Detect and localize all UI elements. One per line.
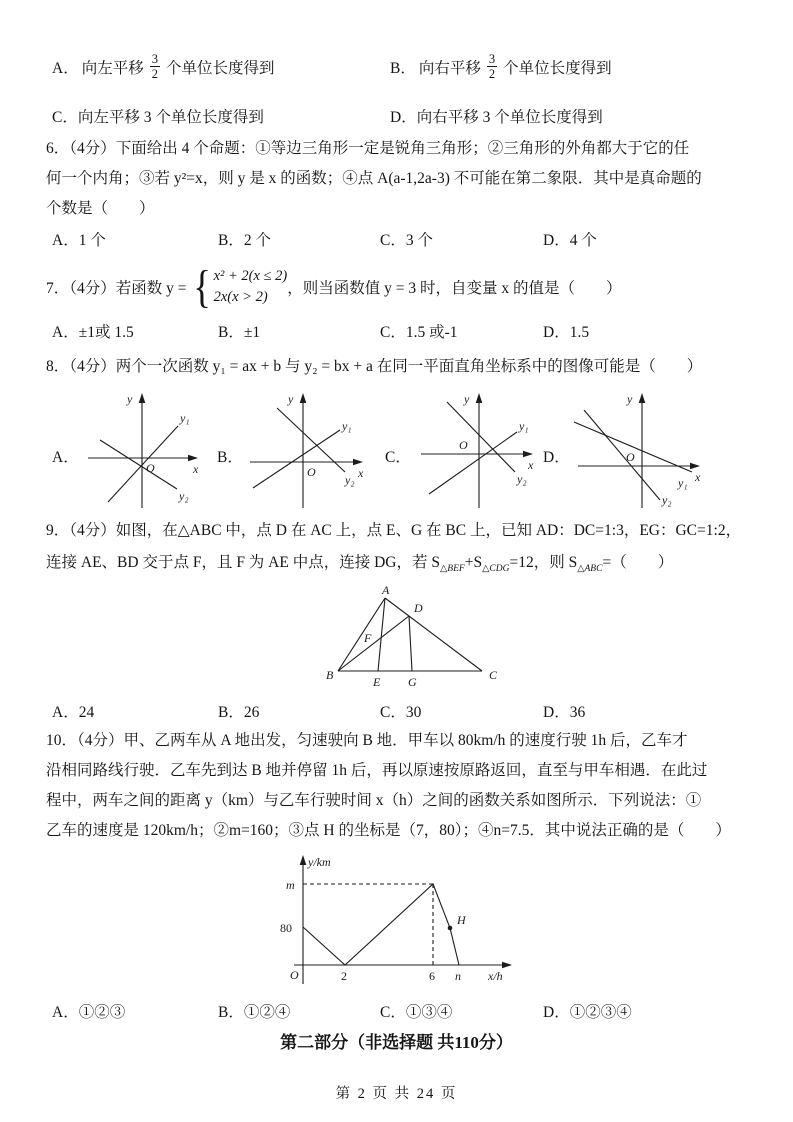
q7-text-pre: 7．（4分）若函数 y =	[46, 280, 187, 297]
q8-graph-label-c: C．	[385, 449, 411, 466]
option-label: A．	[52, 59, 79, 77]
line-y2	[447, 402, 515, 472]
q8-graph-label-a: A．	[52, 449, 79, 466]
q6-text-line3: 个数是（ ）	[46, 200, 155, 217]
origin-label: O	[146, 461, 155, 475]
q9-option-c: C．30	[380, 704, 422, 721]
y1-label: y₁	[180, 411, 190, 425]
x-axis-arrow	[188, 455, 198, 462]
distance-curve	[303, 884, 459, 965]
x-axis-label: x	[358, 466, 364, 480]
q9-subscript-cdg: △CDG	[482, 564, 510, 574]
q7-option-d: D．1.5	[543, 324, 590, 341]
q5-options-row-2	[52, 105, 764, 127]
q6-text-line2: 何一个内角；③若 y²=x，则 y 是 x 的函数；④点 A(a-1,2a-3) 不可能在第二象限．其中是真命题的	[46, 170, 702, 187]
q6-text-line1: 6．（4分）下面给出 4 个命题：①等边三角形一定是锐角三角形；②三角形的外角都大于它的任	[46, 140, 690, 157]
tick-m-label: m	[286, 878, 295, 892]
q7-piecewise-cases	[214, 268, 288, 306]
option-text-pre: 向右平移	[418, 59, 481, 77]
q6-option-d: D．4 个	[543, 232, 597, 249]
y-axis-arrow	[300, 393, 307, 403]
q7-option-a: A．±1或 1.5	[52, 324, 134, 341]
fraction-numerator: 3	[151, 52, 158, 66]
q5-option-c: C．向左平移 3 个单位长度得到	[52, 109, 264, 126]
q7-options-row	[52, 320, 764, 342]
point-g-label: G	[408, 675, 417, 689]
q10-option-d: D．①②③④	[543, 1004, 632, 1021]
y-axis-arrow	[476, 393, 483, 403]
point-h-dot	[448, 926, 453, 931]
q8-graph-c	[413, 390, 538, 512]
y-axis-label: y	[127, 392, 133, 406]
y1-label: y₁	[678, 476, 688, 490]
y-axis-label: y	[627, 392, 633, 406]
x-axis-arrow	[690, 463, 700, 470]
fraction-denominator: 2	[488, 67, 496, 82]
y-axis-arrow	[139, 393, 146, 403]
y2-label: y₂	[345, 473, 355, 487]
q9-subscript-bef: △BEF	[439, 564, 465, 574]
tick-n-label: n	[455, 969, 461, 983]
q9-options-row	[52, 700, 764, 722]
q6-option-b: B．2 个	[218, 232, 271, 249]
vertex-b-label: B	[326, 668, 334, 682]
line-y1	[574, 422, 692, 472]
page-footer: 第 2 页 共 24 页	[335, 1086, 458, 1102]
q9-text-line1: 9．（4分）如图，在△ABC 中，点 D 在 AC 上，点 E、G 在 BC 上，已知 AD：DC=1:3，EG：GC=1:2，	[46, 522, 742, 539]
option-text-post: 个单位长度得到	[503, 59, 612, 77]
q9-triangle-figure	[300, 584, 530, 696]
segment-bd	[338, 616, 409, 671]
tick-2-label: 2	[341, 969, 347, 983]
origin-label: O	[626, 450, 635, 464]
y1-label: y₁	[519, 419, 529, 433]
q9-option-b: B．26	[218, 704, 260, 721]
q10-text-line2: 沿相同路线行驶．乙车先到达 B 地并停留 1h 后，再以原速按原路返回，直至与甲车相遇．在此过	[46, 762, 708, 779]
q7-text-post: ，则当函数值 y = 3 时，自变量 x 的值是（ ）	[287, 280, 622, 297]
y-axis-title: y/km	[308, 855, 331, 869]
side-ab	[338, 598, 385, 671]
q10-text-line1: 10．（4分）甲、乙两车从 A 地出发，匀速驶向 B 地．甲车以 80km/h 的速度行驶 1h 后，乙车才	[46, 732, 688, 749]
option-text-post: 个单位长度得到	[165, 59, 275, 77]
fraction-three-halves	[487, 52, 497, 82]
y-axis-arrow	[300, 855, 307, 865]
q7-case-2: 2x(x > 2)	[213, 288, 268, 305]
q5-option-a	[52, 52, 390, 82]
option-text-pre: 向左平移	[81, 59, 144, 77]
fraction-three-halves	[150, 52, 160, 82]
q6-option-a: A．1 个	[52, 232, 106, 249]
q8-graph-d	[570, 390, 710, 512]
q7-option-b: B．±1	[218, 324, 261, 341]
y-axis-arrow	[639, 393, 646, 403]
q5-option-d: D．向右平移 3 个单位长度得到	[390, 109, 603, 126]
x-axis-label: x	[695, 470, 701, 484]
q9-line2-part3: =12，则 S	[509, 554, 578, 571]
fraction-numerator: 3	[488, 52, 496, 66]
q10-text-line4: 乙车的速度是 120km/h；②m=160；③点 H 的坐标是（7，80）；④n=7.5．其中说法正确的是（ ）	[46, 822, 731, 839]
q9-subscript-abc: △ABC	[577, 564, 603, 574]
q8-graph-a	[80, 390, 205, 512]
y-axis-label: y	[464, 392, 470, 406]
x-axis-label: x	[193, 462, 199, 476]
fraction-denominator: 2	[151, 67, 158, 82]
y2-label: y₂	[662, 493, 672, 507]
q8-graph-b	[245, 390, 370, 512]
point-d-label: D	[414, 601, 423, 615]
tick-6-label: 6	[429, 969, 435, 983]
q9-line2-part4: =（ ）	[602, 554, 674, 571]
line-y1	[108, 426, 178, 502]
q7-case-1: x² + 2(x ≤ 2)	[213, 268, 288, 285]
q10-options-row	[52, 1000, 764, 1022]
point-f-label: F	[364, 631, 372, 645]
tick-80-label: 80	[280, 921, 292, 935]
origin-label: O	[307, 465, 316, 479]
q9-line2-part1: 连接 AE、BD 交于点 F，且 F 为 AE 中点，连接 DG，若 S	[46, 554, 440, 571]
side-ac	[385, 598, 482, 671]
y1-label: y₁	[342, 419, 352, 433]
point-e-label: E	[373, 675, 381, 689]
point-h-label: H	[457, 913, 466, 927]
line-y2	[100, 440, 177, 489]
segment-dg	[409, 616, 412, 671]
q9-line2-part2: +S	[464, 554, 483, 571]
line-y1	[429, 432, 517, 494]
x-axis-label: x	[528, 458, 534, 472]
q6-option-c: C．3 个	[380, 232, 433, 249]
x-axis-arrow	[523, 451, 533, 458]
q10-option-c: C．①③④	[380, 1004, 453, 1021]
origin-label: O	[459, 438, 468, 452]
q8-graph-label-d: D．	[543, 449, 570, 466]
q8-text: 8．（4分）两个一次函数 y₁ = ax + b 与 y₂ = bx + a 在同一平面直角坐标系中的图像可能是（ ）	[46, 358, 703, 375]
curly-brace: {	[192, 261, 211, 312]
q10-distance-time-graph	[250, 852, 530, 990]
q6-options-row	[52, 228, 764, 250]
section-header: 第二部分（非选择题 共110分）	[280, 1033, 513, 1052]
line-y1	[253, 430, 340, 488]
x-axis-title: x/h	[488, 969, 503, 983]
y-axis-label: y	[288, 392, 294, 406]
line-y2	[584, 410, 660, 500]
q10-option-a: A．①②③	[52, 1004, 126, 1021]
option-label: B．	[390, 59, 416, 77]
origin-label: O	[290, 968, 299, 982]
y2-label: y₂	[517, 472, 527, 486]
q10-option-b: B．①②④	[218, 1004, 291, 1021]
q8-graph-label-b: B．	[217, 449, 243, 466]
x-axis-arrow	[353, 459, 363, 466]
q5-option-b	[390, 52, 764, 82]
q9-text-line2	[46, 552, 756, 580]
segment-ae	[378, 598, 385, 671]
q10-text-line3: 程中，两车之间的距离 y（km）与乙车行驶时间 x（h）之间的函数关系如图所示．下列说法：①	[46, 792, 702, 809]
y2-label: y₂	[179, 489, 189, 503]
vertex-a-label: A	[382, 584, 390, 597]
q9-option-a: A．24	[52, 704, 95, 721]
vertex-c-label: C	[489, 668, 498, 682]
q9-option-d: D．36	[543, 704, 586, 721]
q7-option-c: C．1.5 或-1	[380, 324, 458, 341]
x-axis-arrow	[502, 962, 512, 969]
q5-options-row-1	[52, 52, 764, 82]
q7-text	[46, 258, 621, 316]
